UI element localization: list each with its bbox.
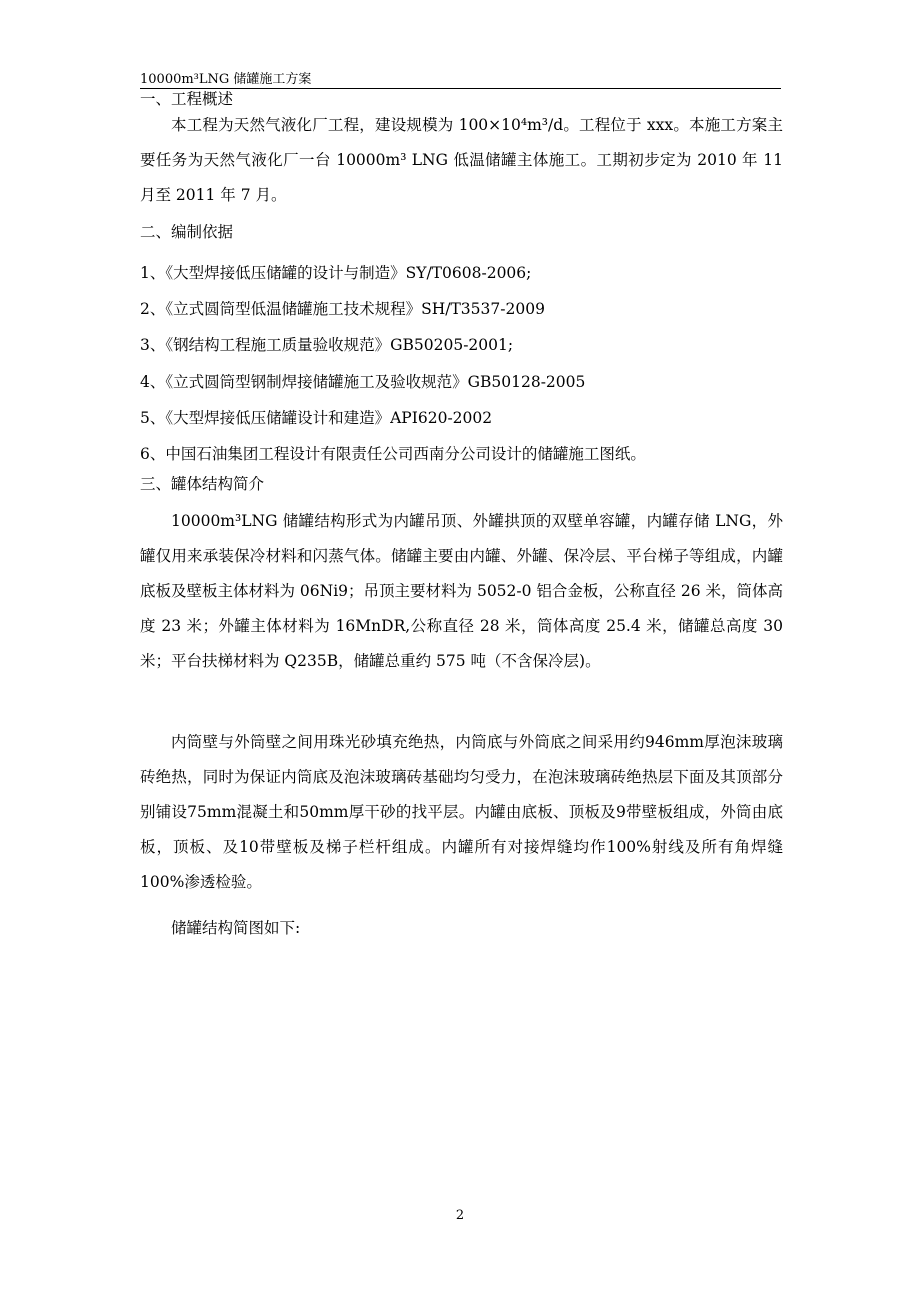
reference-item: 3、《钢结构工程施工质量验收规范》GB50205-2001; <box>140 336 514 354</box>
header-title: 10000m³LNG 储罐施工方案 <box>140 72 312 87</box>
page-header <box>140 64 781 89</box>
section-2-heading: 二、编制依据 <box>140 223 234 241</box>
reference-item: 4、《立式圆筒型钢制焊接储罐施工及验收规范》GB50128-2005 <box>140 373 586 391</box>
section-3-paragraph-3: 储罐结构简图如下: <box>171 919 301 937</box>
reference-item: 5、《大型焊接低压储罐设计和建造》API620-2002 <box>140 409 493 427</box>
reference-item: 2、《立式圆筒型低温储罐施工技术规程》SH/T3537-2009 <box>140 300 545 318</box>
page-number: 2 <box>455 1208 465 1223</box>
section-3-paragraph-2: 内筒壁与外筒壁之间用珠光砂填充绝热，内筒底与外筒底之间采用约946mm厚泡沫玻璃砖绝热，同时为保证内筒底及泡沫玻璃砖基础均匀受力，在泡沫玻璃砖绝热层下面及其顶部分别铺设75mm混凝土和50mm厚干砂的找平层。内罐由底板、顶板及9带壁板组成，外筒由底板，顶板、及10带壁板及梯子栏杆组成。内罐所有对接焊缝均作100%射线及所有角焊缝100%渗透检验。 <box>140 733 783 891</box>
section-1-body: 本工程为天然气液化厂工程，建设规模为 100×10⁴m³/d。工程位于 xxx。本施工方案主要任务为天然气液化厂一台 10000m³ LNG 低温储罐主体施工。工期初步定为 2010 年 11 月至 2011 年 7 月。 <box>140 116 783 204</box>
section-1-heading: 一、工程概述 <box>140 90 234 108</box>
reference-item: 1、《大型焊接低压储罐的设计与制造》SY/T0608-2006; <box>140 264 532 282</box>
section-3-heading: 三、罐体结构简介 <box>140 475 265 493</box>
reference-item: 6、中国石油集团工程设计有限责任公司西南分公司设计的储罐施工图纸。 <box>140 445 646 463</box>
section-3-paragraph-1: 10000m³LNG 储罐结构形式为内罐吊顶、外罐拱顶的双壁单容罐，内罐存储 LNG，外罐仅用来承装保冷材料和闪蒸气体。储罐主要由内罐、外罐、保冷层、平台梯子等组成，内罐底板及壁板主体材料为 06Ni9；吊顶主要材料为 5052-0 铝合金板，公称直径 26 米，筒体高度 23 米；外罐主体材料为 16MnDR,公称直径 28 米，筒体高度 25.4 米，储罐总高度 30 米；平台扶梯材料为 Q235B，储罐总重约 575 吨（不含保冷层)。 <box>140 512 784 670</box>
